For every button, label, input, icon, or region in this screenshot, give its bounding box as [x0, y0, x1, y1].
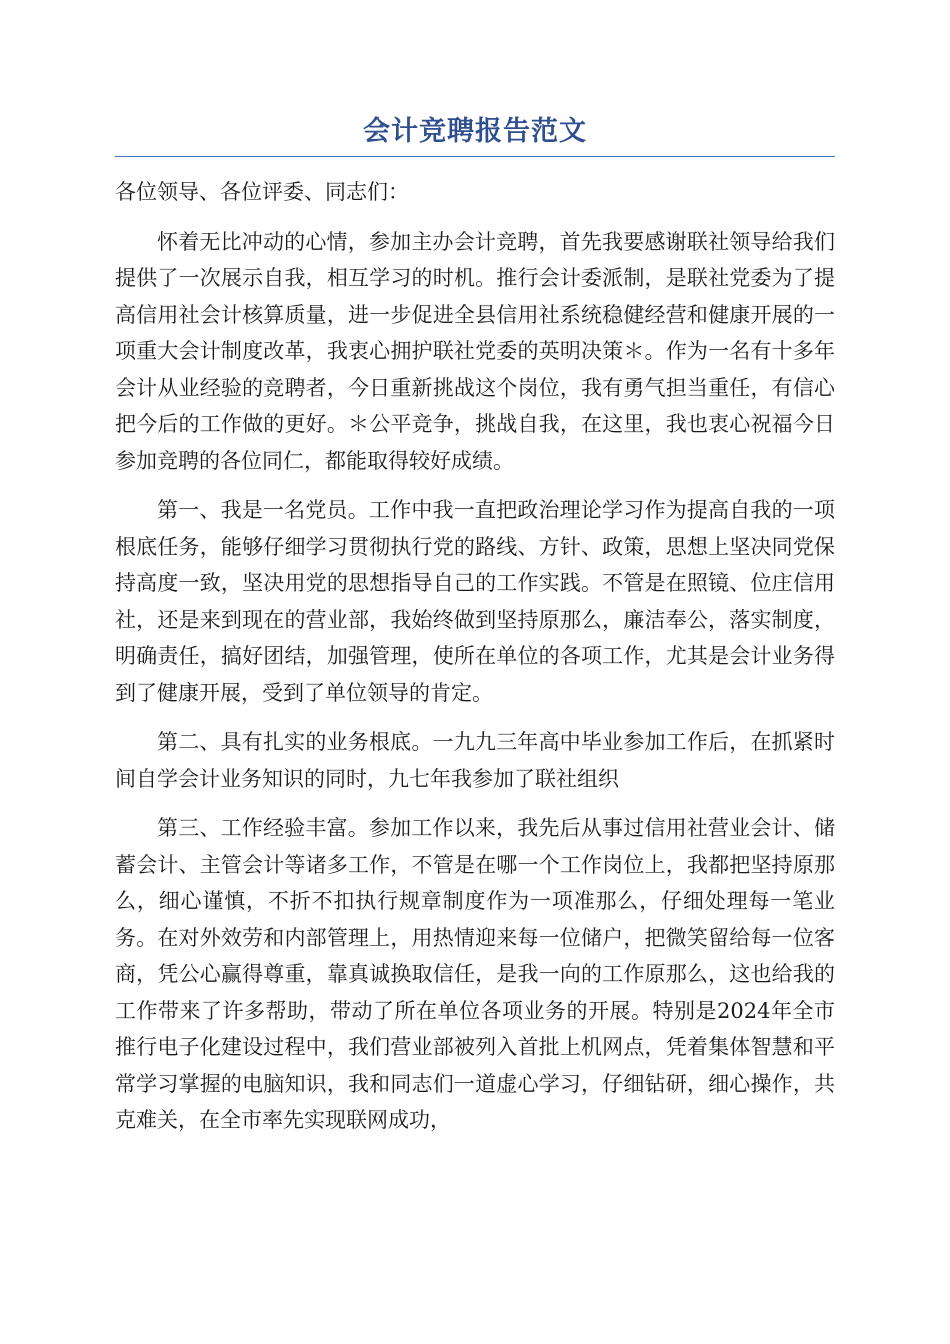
salutation: 各位领导、各位评委、同志们：: [115, 180, 409, 204]
document-title: 会计竞聘报告范文: [363, 116, 587, 147]
paragraph-second-point: 第二、具有扎实的业务根底。一九九三年高中毕业参加工作后，在抓紧时间自学会计业务知识的同时，九七年我参加了联社组织: [115, 730, 835, 791]
title-block: [115, 112, 835, 157]
document-body: [115, 174, 835, 1152]
paragraph-intro: 怀着无比冲动的心情，参加主办会计竞聘，首先我要感谢联社领导给我们提供了一次展示自我，相互学习的时机。推行会计委派制，是联社党委为了提高信用社会计核算质量，进一步促进全县信用社系统稳健经营和健康开展的一项重大会计制度改革，我衷心拥护联社党委的英明决策＊。作为一名有十多年会计从业经验的竞聘者，今日重新挑战这个岗位，我有勇气担当重任，有信心把今后的工作做的更好。＊公平竞争，挑战自我，在这里，我也衷心祝福今日参加竞聘的各位同仁，都能取得较好成绩。: [115, 229, 835, 473]
paragraph-first-point: 第一、我是一名党员。工作中我一直把政治理论学习作为提高自我的一项根底任务，能够仔细学习贯彻执行党的路线、方针、政策，思想上坚决同党保持高度一致，坚决用党的思想指导自己的工作实践。不管是在照镜、位庄信用社，还是来到现在的营业部，我始终做到坚持原那么，廉洁奉公，落实制度，明确责任，搞好团结，加强管理，使所在单位的各项工作，尤其是会计业务得到了健康开展，受到了单位领导的肯定。: [115, 498, 835, 705]
paragraph-third-point: 第三、工作经验丰富。参加工作以来，我先后从事过信用社营业会计、储蓄会计、主管会计等诸多工作，不管是在哪一个工作岗位上，我都把坚持原那么，细心谨慎，不折不扣执行规章制度作为一项准那么，仔细处理每一笔业务。在对外效劳和内部管理上，用热情迎来每一位储户，把微笑留给每一位客商，凭公心赢得尊重，靠真诚换取信任，是我一向的工作原那么，这也给我的工作带来了许多帮助，带动了所在单位各项业务的开展。特别是2024年全市推行电子化建设过程中，我们营业部被列入首批上机网点，凭着集体智慧和平常学习掌握的电脑知识，我和同志们一道虚心学习，仔细钻研，细心操作，共克难关，在全市率先实现联网成功，: [115, 816, 835, 1132]
